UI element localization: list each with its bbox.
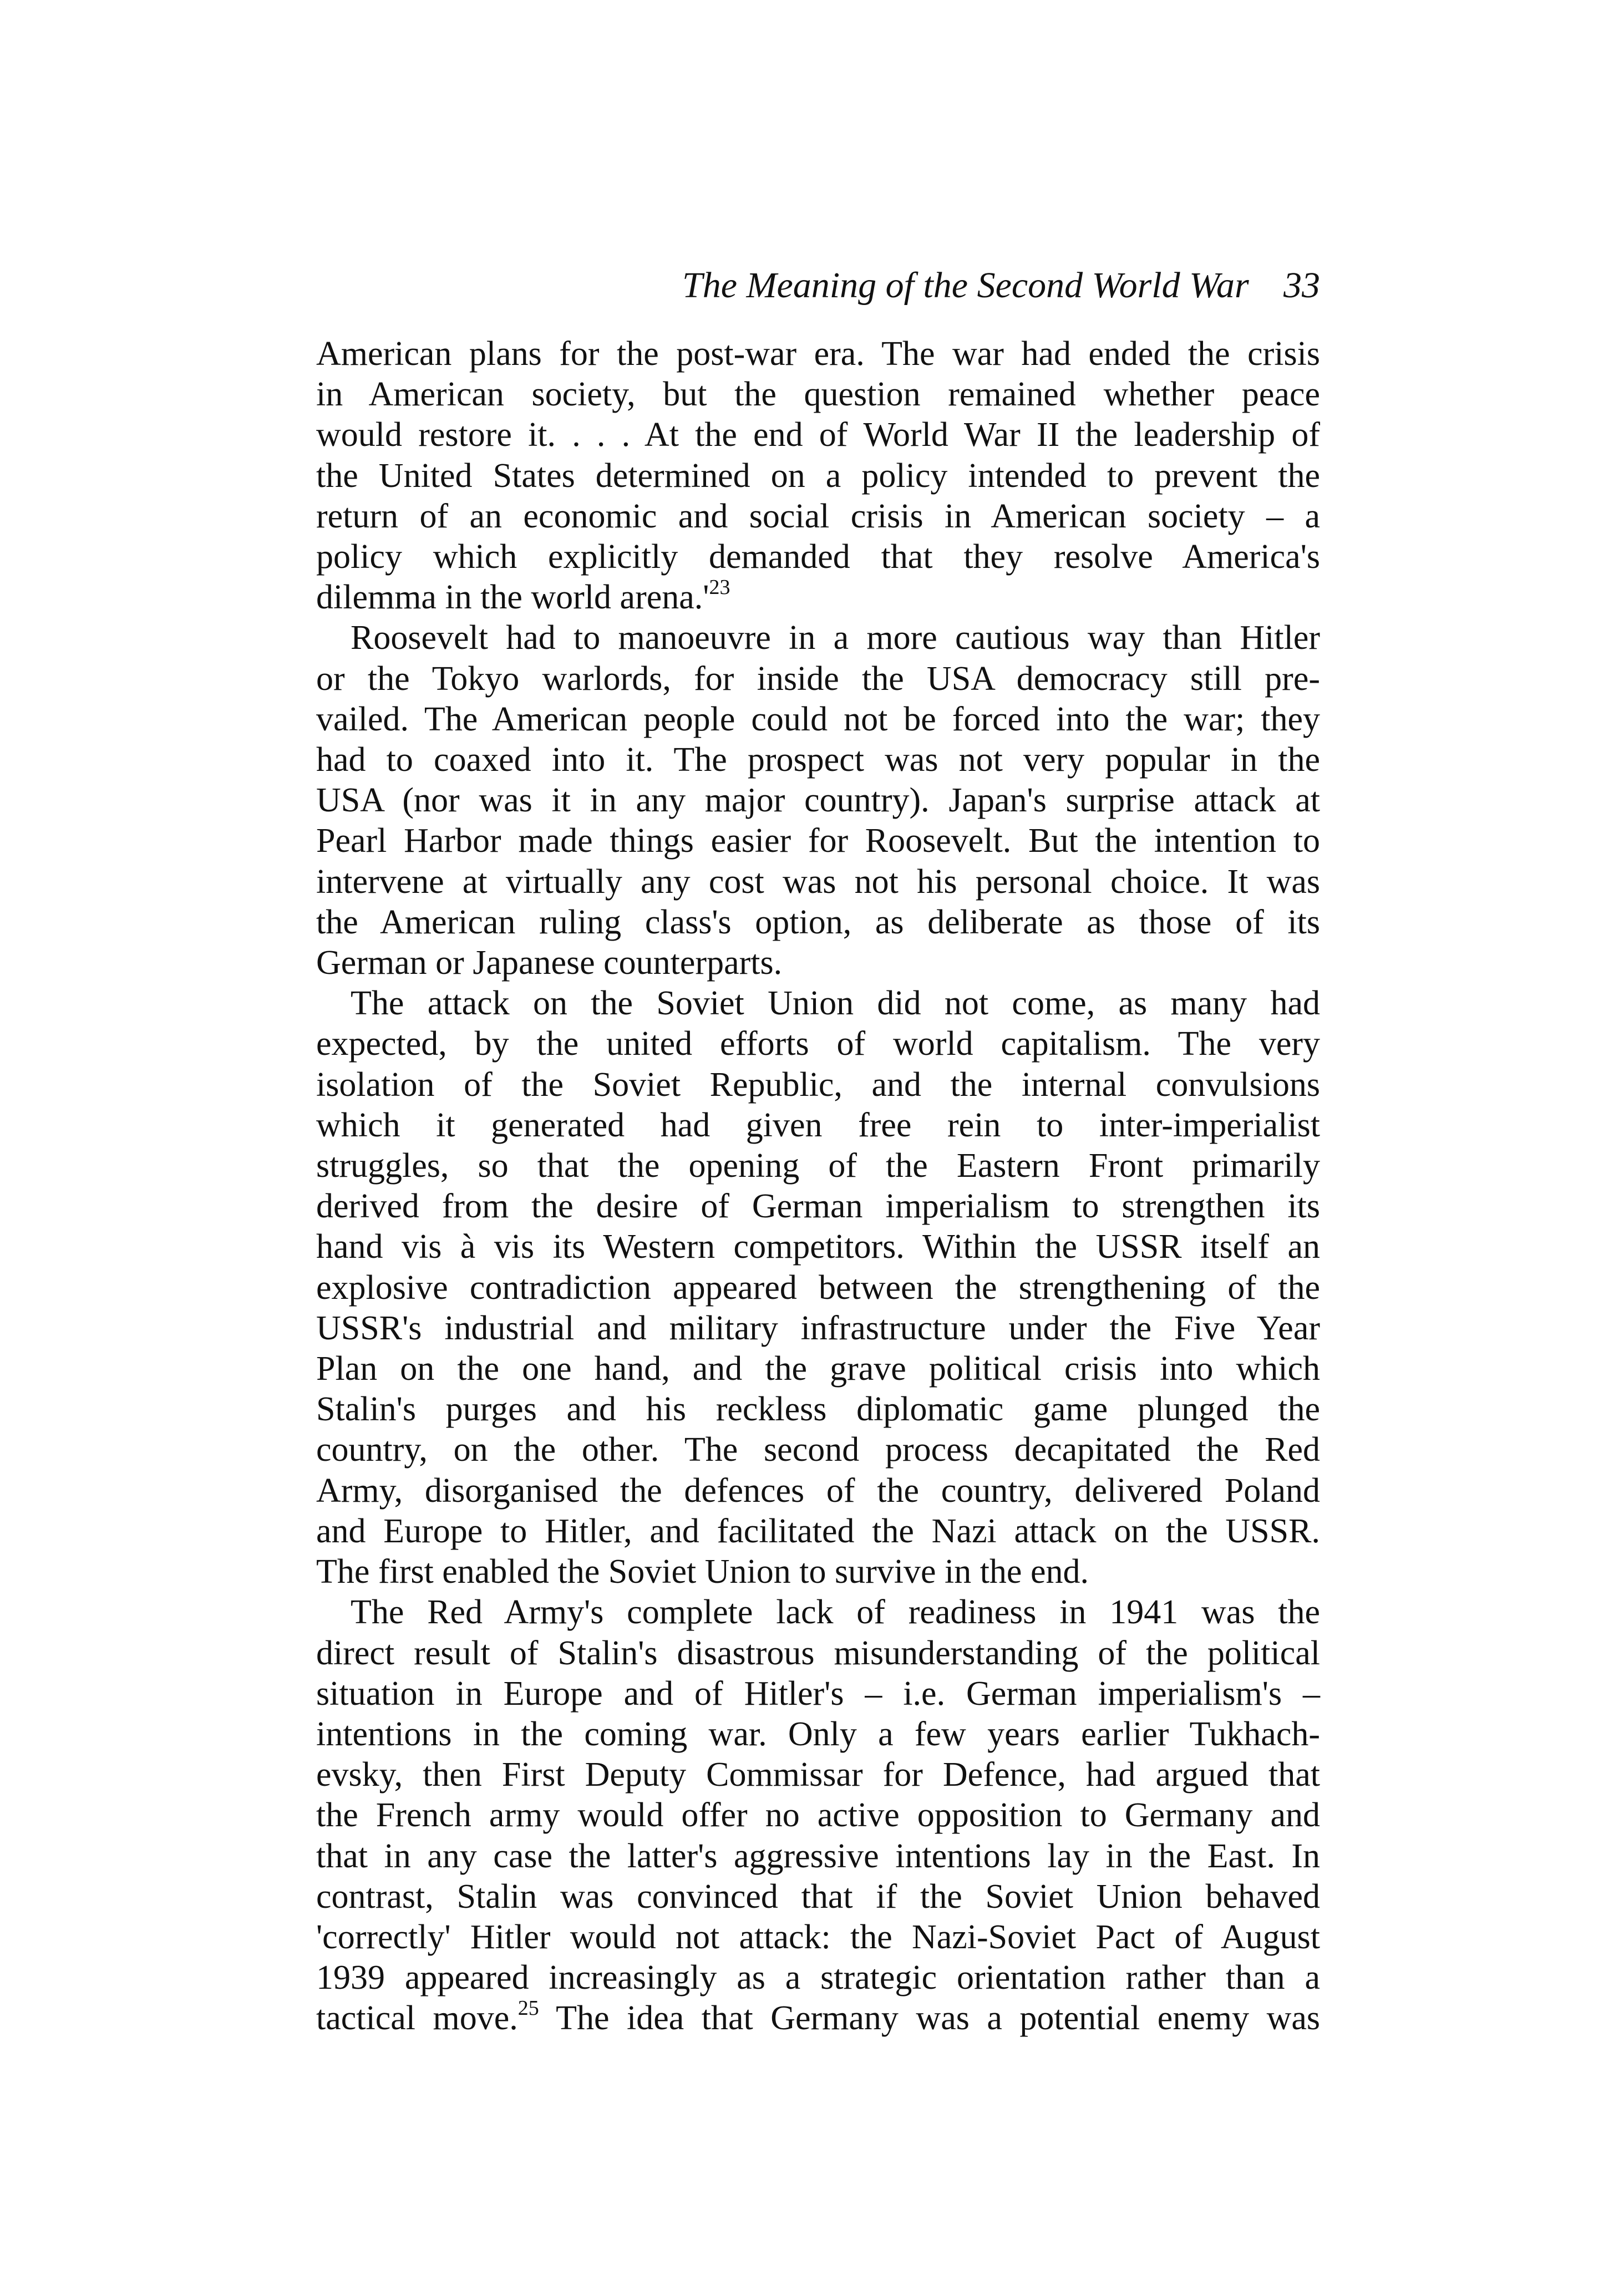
text-line: situation in Europe and of Hitler's – i.e. German imperialism's – [316, 1674, 1320, 1713]
line-text: tactical move. [316, 1999, 518, 2038]
text-line: explosive contradiction appeared between the strengthening of the [316, 1268, 1320, 1307]
text-line: the French army would offer no active opposition to Germany and [316, 1796, 1320, 1835]
text-line: contrast, Stalin was convinced that if the Soviet Union behaved [316, 1877, 1320, 1916]
text-line: policy which explicitly demanded that they resolve America's [316, 538, 1320, 576]
text-line: and Europe to Hitler, and facilitated the Nazi attack on the USSR. [316, 1512, 1320, 1550]
paragraph-2 [316, 618, 1320, 983]
text-line-first: The Red Army's complete lack of readiness in 1941 was the [351, 1593, 1320, 1632]
text-line-last [316, 577, 1320, 618]
body-text [316, 334, 1320, 2039]
page-number: 33 [1283, 265, 1320, 306]
text-line: intentions in the coming war. Only a few years earlier Tukhach- [316, 1715, 1320, 1753]
text-line-last: German or Japanese counterparts. [316, 944, 783, 982]
paragraph-4 [316, 1592, 1320, 2039]
line-text: The idea that Germany was a potential enemy was [539, 1999, 1320, 2038]
text-line: intervene at virtually any cost was not his personal choice. It was [316, 862, 1320, 901]
text-line: vailed. The American people could not be forced into the war; they [316, 700, 1320, 738]
text-line: derived from the desire of German imperialism to strengthen its [316, 1187, 1320, 1226]
text-line: Stalin's purges and his reckless diplomatic game plunged the [316, 1390, 1320, 1429]
text-line: the American ruling class's option, as deliberate as those of its [316, 903, 1320, 941]
text-line: that in any case the latter's aggressive intentions lay in the East. In [316, 1837, 1320, 1875]
text-line: Army, disorganised the defences of the country, delivered Poland [316, 1471, 1320, 1510]
text-line-first: The attack on the Soviet Union did not come, as many had [351, 984, 1320, 1023]
text-line: would restore it. . . . At the end of World War II the leadership of [316, 416, 1320, 454]
text-line: American plans for the post-war era. The war had ended the crisis [316, 335, 1320, 373]
footnote-ref: 25 [517, 1997, 539, 2020]
text-line: country, on the other. The second process decapitated the Red [316, 1431, 1320, 1469]
text-line: Pearl Harbor made things easier for Roosevelt. But the intention to [316, 822, 1320, 860]
text-line: which it generated had given free rein to inter-imperialist [316, 1106, 1320, 1144]
text-line-last: The first enabled the Soviet Union to survive in the end. [316, 1553, 1089, 1591]
text-line: in American society, but the question remained whether peace [316, 375, 1320, 414]
text-line: return of an economic and social crisis in American society – a [316, 497, 1320, 535]
running-head-title: The Meaning of the Second World War [682, 265, 1249, 306]
text-line-with-note [316, 1998, 1320, 2039]
paragraph-3 [316, 983, 1320, 1592]
running-head [682, 261, 1320, 311]
text-line: USSR's industrial and military infrastructure under the Five Year [316, 1309, 1320, 1347]
text-line: Plan on the one hand, and the grave political crisis into which [316, 1350, 1320, 1388]
text-line: struggles, so that the opening of the Eastern Front primarily [316, 1147, 1320, 1185]
footnote-ref: 23 [709, 576, 730, 600]
text-line: 1939 appeared increasingly as a strategic orientation rather than a [316, 1959, 1320, 1997]
text-line: had to coaxed into it. The prospect was not very popular in the [316, 741, 1320, 779]
text-line: expected, by the united efforts of world capitalism. The very [316, 1025, 1320, 1063]
text-line: hand vis à vis its Western competitors. Within the USSR itself an [316, 1228, 1320, 1266]
text-line: direct result of Stalin's disastrous misunderstanding of the political [316, 1634, 1320, 1672]
text-line: the United States determined on a policy intended to prevent the [316, 456, 1320, 495]
paragraph-1 [316, 334, 1320, 618]
text-line: USA (nor was it in any major country). Japan's surprise attack at [316, 781, 1320, 820]
text-line: evsky, then First Deputy Commissar for Defence, had argued that [316, 1756, 1320, 1794]
text-line: 'correctly' Hitler would not attack: the Nazi-Soviet Pact of August [316, 1918, 1320, 1956]
line-text: dilemma in the world arena.' [316, 578, 709, 617]
text-line: isolation of the Soviet Republic, and the internal convulsions [316, 1065, 1320, 1104]
text-line: or the Tokyo warlords, for inside the USA democracy still pre- [316, 659, 1320, 698]
text-line-first: Roosevelt had to manoeuvre in a more cautious way than Hitler [351, 619, 1320, 657]
